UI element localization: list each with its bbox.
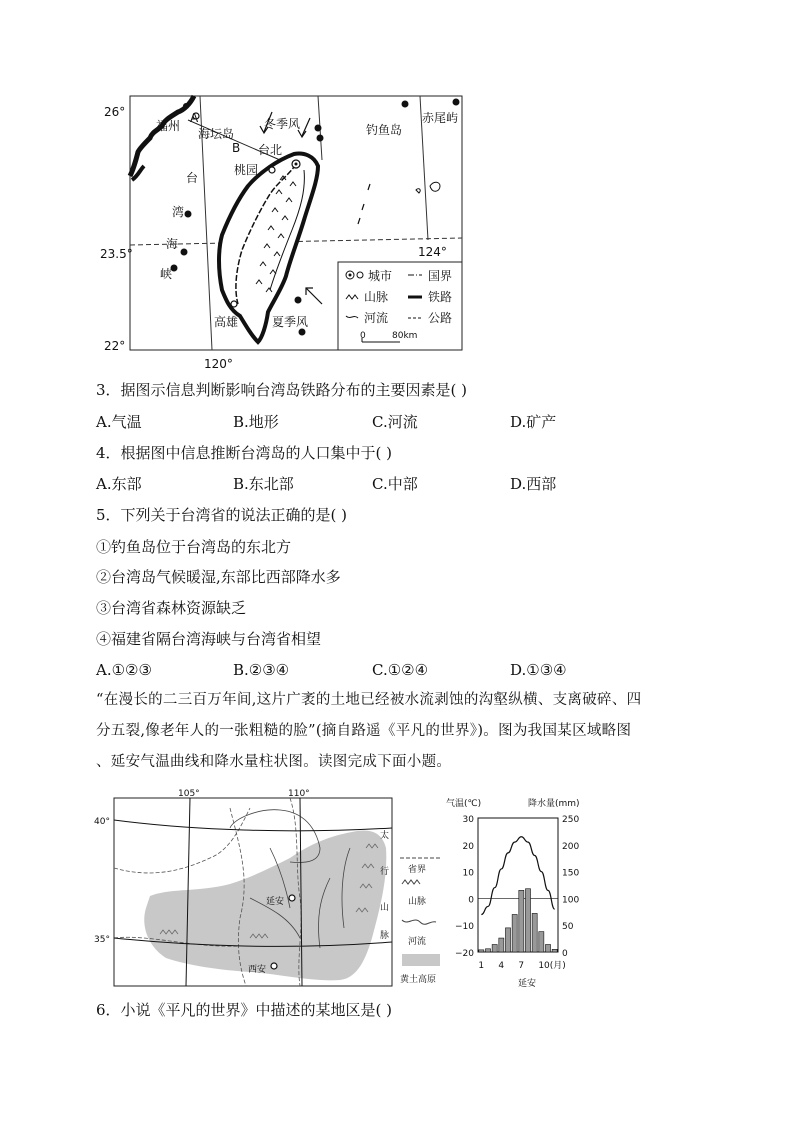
point-b-label: B [232,141,241,155]
q4-option-c[interactable]: C.中部 [372,475,418,493]
precip-bar-month-4 [499,938,504,952]
xian-label: 西安 [248,965,267,975]
chiwei-label: 赤尾屿 [422,111,459,125]
lat-23-5-label: 23.5° [100,247,133,261]
yanan-map-label: 延安 [266,897,285,907]
temp-tick-label: 20 [462,841,474,852]
lat-35-label: 35° [94,935,110,945]
temp-tick-label: −10 [455,922,474,933]
precip-bar-month-7 [519,890,524,952]
loess-plateau-map [90,788,450,988]
q3-option-a[interactable]: A.气温 [96,413,142,431]
yanan-climate-chart [430,792,610,990]
precip-bar-month-2 [485,949,490,952]
question-6-stem: 6．小说《平凡的世界》中描述的某地区是( ) [96,1001,393,1019]
q4-option-d[interactable]: D.西部 [510,475,557,493]
legend-province: 省界 [408,865,427,875]
temp-tick-label: 10 [462,868,474,879]
precip-tick-label: 0 [562,949,568,959]
legend-railway: 铁路 [428,290,453,304]
precip-bar-month-6 [512,914,517,952]
strait-char-2: 湾 [172,205,185,219]
lon-105-label: 105° [178,789,200,799]
strait-char-3: 海 [166,237,179,251]
summer-monsoon-label: 夏季风 [272,315,309,329]
q3-option-c[interactable]: C.河流 [372,413,418,431]
precip-bar-month-11 [545,944,550,952]
taihang-char-2: 行 [380,867,390,877]
temp-tick-label: 30 [462,815,474,825]
question-4-stem: 4．根据图中信息推断台湾岛的人口集中于( ) [96,444,393,462]
q3-option-d[interactable]: D.矿产 [510,413,557,431]
question-3-stem: 3．据图示信息判断影响台湾岛铁路分布的主要因素是( ) [96,381,468,399]
fuzhou-label: 福州 [156,119,181,133]
temp-axis-label: 气温(℃) [446,799,482,809]
temperature-curve [481,837,554,915]
question-5-stem: 5．下列关于台湾省的说法正确的是( ) [96,506,348,524]
passage [96,685,736,778]
passage-line-3: 、延安气温曲线和降水量柱状图。读图完成下面小题。 [96,754,452,770]
precip-tick-label: 100 [562,895,580,906]
q5-statement-2: ②台湾岛气候暖湿,东部比西部降水多 [96,568,341,586]
lon-124-label: 124° [418,245,447,259]
taiwan-map [100,90,480,370]
scale-80km: 80km [392,331,418,341]
precip-bar-month-3 [492,944,497,952]
kaohsiung-label: 高雄 [214,315,239,329]
precip-bar-month-12 [552,949,557,952]
temp-tick-label: 0 [468,895,474,906]
month-tick-label: 1 [478,961,485,971]
month-tick-label: 10(月) [538,961,566,971]
strait-char-1: 台 [186,171,199,185]
station-label: 延安 [518,979,537,989]
q5-option-a[interactable]: A.①②③ [96,661,152,679]
taihang-char-4: 脉 [380,931,390,941]
taoyuan-label: 桃园 [234,163,259,177]
lat-22-label: 22° [104,339,126,353]
q5-option-d[interactable]: D.①③④ [510,661,567,679]
precip-bar-month-5 [505,928,510,952]
precip-bar-month-8 [525,889,530,952]
legend-loess: 黄土高原 [400,975,437,985]
haitan-label: 海坛岛 [198,127,235,141]
q4-option-b[interactable]: B.东北部 [233,475,294,493]
month-tick-label: 7 [518,961,525,971]
legend-border: 国界 [428,269,453,283]
strait-char-4: 峡 [160,267,173,281]
passage-line-1: “在漫长的二三百万年间,这片广袤的土地已经被水流剥蚀的沟壑纵横、支离破碎、四 [96,692,642,708]
scale-zero: 0 [360,331,366,341]
precip-tick-label: 50 [562,922,574,933]
taihang-char-1: 太 [380,831,390,841]
q5-option-c[interactable]: C.①②④ [372,661,429,679]
q5-statement-3: ③台湾省森林资源缺乏 [96,599,247,617]
q4-option-a[interactable]: A.东部 [96,475,142,493]
legend-river-2: 河流 [408,937,427,947]
lat-26-label: 26° [104,105,126,119]
precip-tick-label: 200 [562,841,580,852]
point-a-label: A [190,111,199,125]
passage-line-2: 分五裂,像老年人的一张粗糙的脸”(摘自路遥《平凡的世界》)。图为我国某区域略图 [96,723,632,739]
legend-city: 城市 [368,269,393,283]
winter-monsoon-label: 冬季风 [264,117,301,131]
legend-road: 公路 [428,311,453,325]
q3-option-b[interactable]: B.地形 [233,413,279,431]
legend-mountain-2: 山脉 [408,897,427,907]
precip-bar-month-9 [532,913,537,952]
precip-tick-label: 250 [562,815,580,825]
q5-statement-1: ①钓鱼岛位于台湾岛的东北方 [96,538,292,556]
taipei-label: 台北 [258,143,283,157]
month-tick-label: 4 [498,961,505,971]
q5-statement-4: ④福建省隔台湾海峡与台湾省相望 [96,630,322,648]
precip-axis-label: 降水量(mm) [528,799,580,809]
lon-120-label: 120° [204,357,233,370]
temp-tick-label: −20 [455,949,474,959]
precip-tick-label: 150 [562,868,580,879]
legend-mountain: 山脉 [364,290,389,304]
precip-bar-month-10 [539,932,544,952]
legend-river: 河流 [364,311,389,325]
taihang-char-3: 山 [380,903,390,913]
precip-bar-month-1 [479,950,484,952]
lat-40-label: 40° [94,817,110,827]
diaoyu-label: 钓鱼岛 [366,123,403,137]
lon-110-label: 110° [288,789,310,799]
q5-option-b[interactable]: B.②③④ [233,661,290,679]
